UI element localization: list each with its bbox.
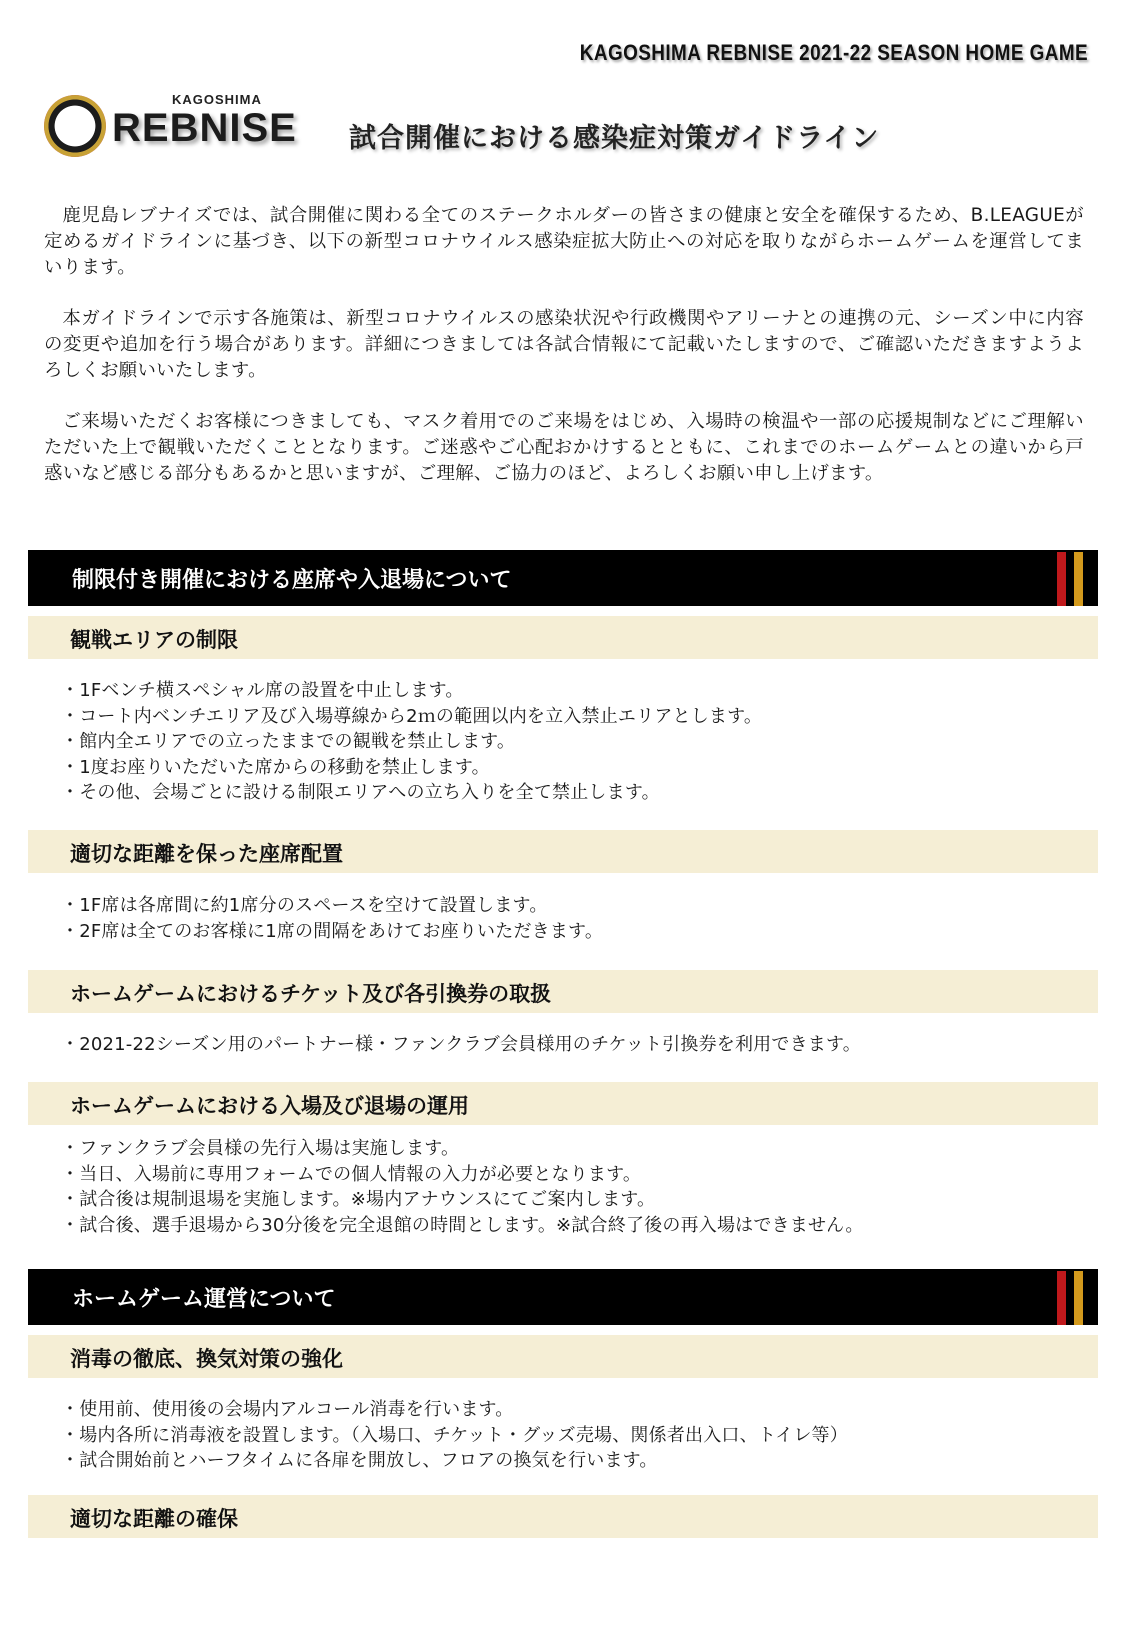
- section-header: [28, 550, 1098, 606]
- subsection-title: ホームゲームにおける入場及び退場の運用: [70, 1094, 469, 1118]
- list-item: ・場内各所に消毒液を設置します。（入場口、チケット・グッズ売場、関係者出入口、トイレ等）: [61, 1424, 848, 1446]
- subsection-title: 消毒の徹底、換気対策の強化: [70, 1347, 343, 1371]
- subsection-header: [28, 616, 1098, 659]
- bullet-list: [61, 678, 762, 806]
- list-item: ・試合後、選手退場から30分後を完全退館の時間とします。※試合終了後の再入場はできません。: [61, 1214, 864, 1236]
- list-item: ・その他、会場ごとに設ける制限エリアへの立ち入りを全て禁止します。: [61, 782, 660, 803]
- list-item: ・コート内ベンチエリア及び入場導線から2ｍの範囲以内を立入禁止エリアとします。: [61, 705, 763, 727]
- bullet-list: [61, 1032, 861, 1058]
- gold-stripe: [1074, 1271, 1083, 1325]
- subsection-header: [28, 1082, 1098, 1125]
- page-header: [44, 92, 1084, 162]
- subsection-header: [28, 1335, 1098, 1378]
- red-stripe: [1057, 1271, 1066, 1325]
- list-item: ・2021-22シーズン用のパートナー様・ファンクラブ会員様用のチケット引換券を利用できます。: [61, 1034, 861, 1055]
- section-title: 制限付き開催における座席や入退場について: [72, 568, 512, 593]
- list-item: ・1度お座りいただいた席からの移動を禁止します。: [61, 756, 490, 778]
- red-stripe: [1057, 552, 1066, 606]
- logo-wordmark: REBNISE: [112, 106, 297, 150]
- section-header: [28, 1269, 1098, 1325]
- subsection-title: 適切な距離を保った座席配置: [70, 842, 343, 866]
- subsection-header: [28, 1495, 1098, 1538]
- section-title: ホームゲーム運営について: [72, 1287, 336, 1312]
- bullet-list: [61, 1136, 864, 1238]
- list-item: ・試合後は規制退場を実施します。※場内アナウンスにてご案内します。: [61, 1189, 656, 1210]
- list-item: ・当日、入場前に専用フォームでの個人情報の入力が必要となります。: [61, 1163, 642, 1185]
- list-item: ・試合開始前とハーフタイムに各扉を開放し、フロアの換気を行います。: [61, 1450, 658, 1471]
- bullet-list: [61, 893, 603, 944]
- subsection-title: ホームゲームにおけるチケット及び各引換券の取扱: [70, 982, 552, 1006]
- list-item: ・1F席は各席間に約1席分のスペースを空けて設置します。: [61, 895, 548, 916]
- bullet-list: [61, 1397, 848, 1474]
- subsection-title: 適切な距離の確保: [70, 1507, 238, 1531]
- list-item: ・2F席は全てのお客様に1席の間隔をあけてお座りいただきます。: [61, 920, 604, 942]
- subsection-header: [28, 830, 1098, 873]
- intro-paragraph: 鹿児島レブナイズでは、試合開催に関わる全てのステークホルダーの皆さまの健康と安全を確保するため、B.LEAGUEが定めるガイドラインに基づき、以下の新型コロナウイルス感染症拡大防止への対応を取りながらホームゲームを運営してまいります。: [44, 205, 1084, 278]
- logo-subtext: KAGOSHIMA: [172, 92, 262, 107]
- page-title: 試合開催における感染症対策ガイドライン: [349, 123, 880, 154]
- list-item: ・使用前、使用後の会場内アルコール消毒を行います。: [61, 1399, 514, 1420]
- subsection-header: [28, 970, 1098, 1013]
- basketball-logo-icon: [44, 95, 106, 157]
- list-item: ・1Fベンチ横スペシャル席の設置を中止します。: [61, 680, 464, 701]
- list-item: ・館内全エリアでの立ったままでの観戦を禁止します。: [61, 731, 516, 752]
- list-item: ・ファンクラブ会員様の先行入場は実施します。: [61, 1138, 460, 1159]
- season-banner: KAGOSHIMA REBNISE 2021-22 SEASON HOME GAME: [579, 40, 1088, 65]
- intro-paragraph: 本ガイドラインで示す各施策は、新型コロナウイルスの感染状況や行政機関やアリーナとの連携の元、シーズン中に内容の変更や追加を行う場合があります。詳細につきましては各試合情報にて記載いたしますので、ご確認いただきますようよろしくお願いいたします。: [44, 308, 1084, 381]
- intro-paragraph: ご来場いただくお客様につきましても、マスク着用でのご来場をはじめ、入場時の検温や一部の応援規制などにご理解いただいた上で観戦いただくこととなります。ご迷惑やご心配おかけするとともに、これまでのホームゲームとの違いから戸惑いなど感じる部分もあるかと思いますが、ご理解、ご協力のほど、よろしくお願い申し上げます。: [44, 411, 1084, 484]
- subsection-title: 観戦エリアの制限: [70, 628, 238, 652]
- gold-stripe: [1074, 552, 1083, 606]
- intro-text: [44, 203, 1084, 512]
